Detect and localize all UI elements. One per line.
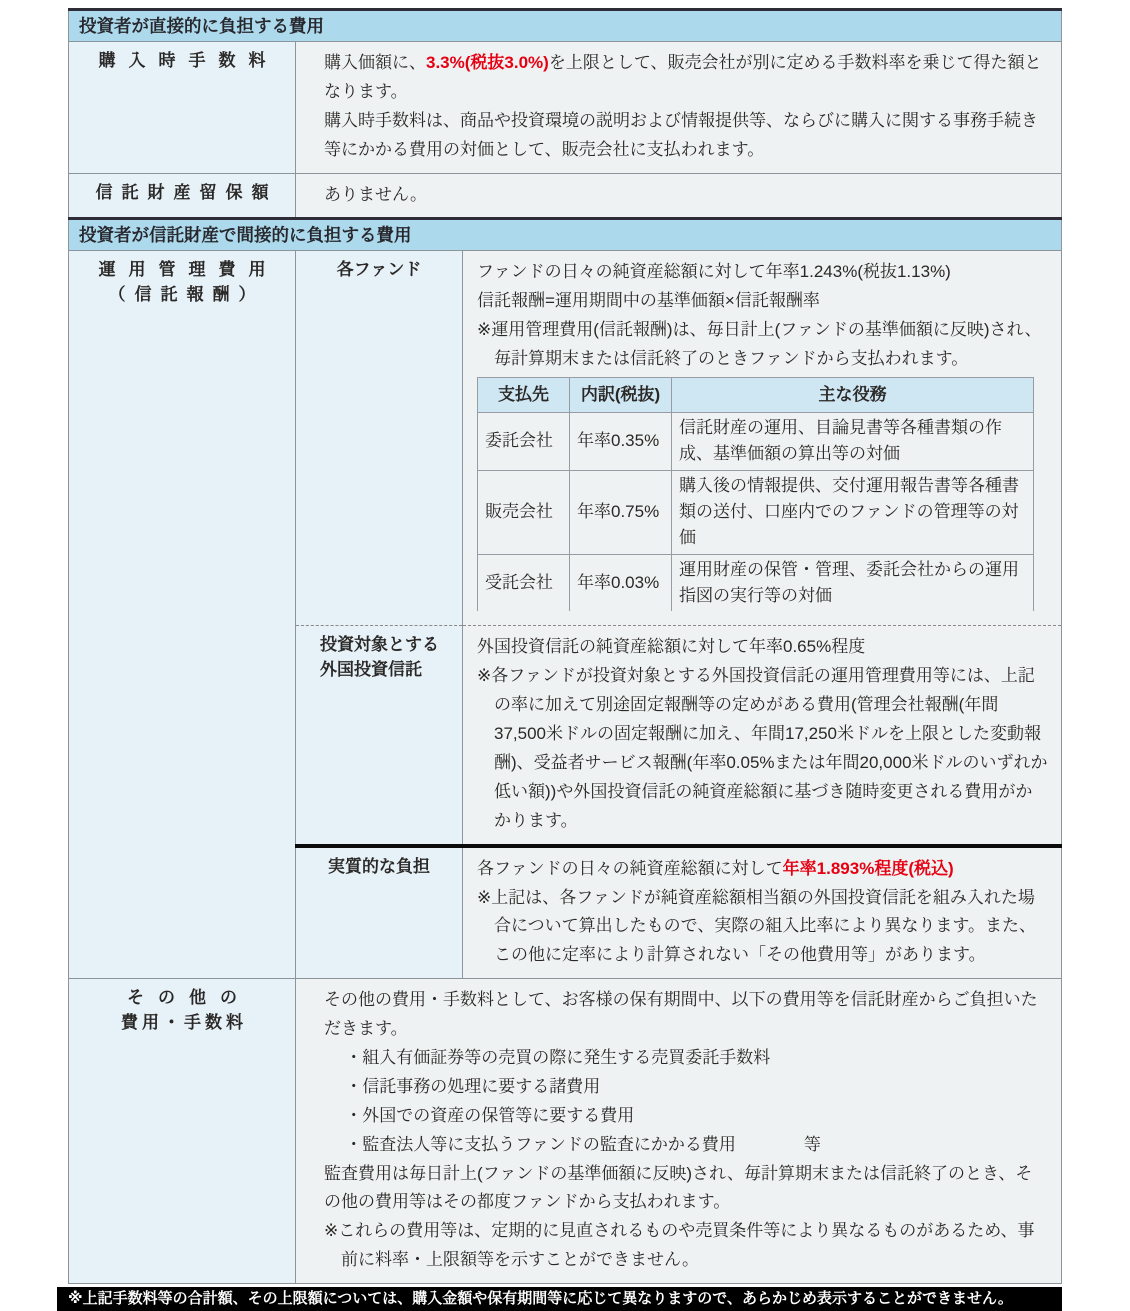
- section-header-direct: 投資者が直接的に負担する費用: [69, 10, 1062, 42]
- table-row-distributor: [478, 470, 1034, 554]
- table-row-other-fees: [69, 979, 1062, 1284]
- trustee-payee: 受託会社: [478, 554, 570, 611]
- foreign-fund-line-1: 外国投資信託の純資産総額に対して年率0.65%程度: [477, 637, 866, 657]
- distributor-rate: 年率0.75%: [570, 470, 672, 554]
- effective-burden-rate-highlight: 年率1.893%程度(税込): [782, 858, 954, 878]
- column-header-services: 主な役務: [672, 378, 1034, 413]
- table-row-retention: [69, 173, 1062, 219]
- effective-burden-content-cell: [463, 846, 1062, 979]
- section-header-indirect: 投資者が信託財産で間接的に負担する費用: [69, 219, 1062, 251]
- footer-note-bar: ※上記手数料等の合計額、その上限額については、購入金額や保有期間等に応じて異なりますので、あらかじめ表示することができません。: [57, 1287, 1062, 1311]
- fee-table-document: [68, 8, 1062, 1311]
- other-fees-bullet-3: ・外国での資産の保管等に要する費用: [345, 1105, 635, 1125]
- trustee-services: 運用財産の保管・管理、委託会社からの運用指図の実行等の対価: [672, 554, 1034, 611]
- section-direct-costs: [69, 10, 1062, 42]
- effective-burden-line-1: [477, 855, 1049, 884]
- retention-label-cell: [69, 173, 296, 219]
- purchase-fee-text-post: を上限として、販売会社が別に定める手数料率を乗じて得た額となります。: [324, 53, 1042, 101]
- retention-value-cell: ありません。: [296, 173, 1062, 219]
- other-fees-note: ※これらの費用等は、定期的に見直されるものや売買条件等により異なるものがあるため、事前に料率・上限額等を示すことができません。: [324, 1221, 1035, 1270]
- section-indirect-costs: [69, 219, 1062, 251]
- purchase-fee-text-pre: 購入価額に、: [324, 53, 426, 72]
- column-header-breakdown: 内訳(税抜): [570, 378, 672, 413]
- purchase-fee-label: 購入時手数料: [98, 51, 279, 70]
- purchase-fee-paragraph-1: [324, 49, 1049, 107]
- other-fees-paragraph-2: 監査費用は毎日計上(ファンドの基準価額に反映)され、毎計算期末または信託終了のとき、その他の費用等はその都度ファンドから支払われます。: [324, 1163, 1033, 1212]
- other-fees-bullet-4: ・監査法人等に支払うファンドの監査にかかる費用 等: [345, 1134, 821, 1154]
- foreign-fund-label-cell: [296, 626, 463, 846]
- fee-table: [68, 8, 1062, 1284]
- fee-breakdown-header-row: [478, 378, 1034, 413]
- foreign-fund-content-cell: [463, 626, 1062, 846]
- foreign-fund-label-line1: 投資対象とする: [320, 635, 439, 655]
- fee-breakdown-table: [477, 377, 1034, 611]
- other-fees-label-cell: [69, 979, 296, 1284]
- management-fee-label-line1: 運用管理費用: [98, 260, 279, 280]
- each-fund-note: ※運用管理費用(信託報酬)は、毎日計上(ファンドの基準価額に反映)され、毎計算期末または信託終了のときファンドから支払われます。: [477, 320, 1042, 369]
- other-fees-paragraph-1: その他の費用・手数料として、お客様の保有期間中、以下の費用等を信託財産からご負担いただきます。: [324, 990, 1038, 1039]
- table-row-each-fund: [69, 251, 1062, 626]
- trustor-rate: 年率0.35%: [570, 413, 672, 471]
- trustor-payee: 委託会社: [478, 413, 570, 471]
- management-fee-label-cell: [69, 251, 296, 979]
- purchase-fee-content-cell: [296, 42, 1062, 174]
- effective-burden-label-cell: 実質的な負担: [296, 846, 463, 979]
- other-fees-label-line2: 費用・手数料: [121, 1013, 247, 1033]
- other-fees-bullet-1: ・組入有価証券等の売買の際に発生する売買委託手数料: [345, 1048, 771, 1067]
- trustor-services: 信託財産の運用、目論見書等各種書類の作成、基準価額の算出等の対価: [672, 413, 1034, 471]
- table-row-trustor: [478, 413, 1034, 471]
- other-fees-bullet-2: ・信託事務の処理に要する諸費用: [345, 1076, 601, 1096]
- distributor-services: 購入後の情報提供、交付運用報告書等各種書類の送付、口座内でのファンドの管理等の対価: [672, 470, 1034, 554]
- management-fee-label-line2: （信託報酬）: [108, 285, 265, 305]
- purchase-fee-label-cell: [69, 42, 296, 174]
- other-fees-label-line1: その他の: [127, 988, 251, 1008]
- each-fund-content-cell: [463, 251, 1062, 626]
- each-fund-line-1: ファンドの日々の純資産総額に対して年率1.243%(税抜1.13%): [477, 262, 951, 282]
- table-row-purchase-fee: [69, 42, 1062, 174]
- effective-burden-note: ※上記は、各ファンドが純資産総額相当額の外国投資信託を組み入れた場合について算出したもので、実際の組入比率により異なります。また、この他に定率により計算されない「その他費用等」があります。: [477, 887, 1036, 965]
- each-fund-line-2: 信託報酬=運用期間中の基準価額×信託報酬率: [477, 291, 820, 311]
- table-row-trustee: [478, 554, 1034, 611]
- trustee-rate: 年率0.03%: [570, 554, 672, 611]
- retention-label: 信託財産留保額: [95, 182, 278, 202]
- column-header-payee: 支払先: [478, 378, 570, 413]
- distributor-payee: 販売会社: [478, 470, 570, 554]
- foreign-fund-label-line2: 外国投資信託: [320, 660, 422, 680]
- effective-burden-text-pre: 各ファンドの日々の純資産総額に対して: [477, 858, 783, 878]
- each-fund-label-cell: 各ファンド: [296, 251, 463, 626]
- purchase-fee-paragraph-2: 購入時手数料は、商品や投資環境の説明および情報提供等、ならびに購入に関する事務手続き等にかかる費用の対価として、販売会社に支払われます。: [324, 110, 1038, 159]
- purchase-fee-rate-highlight: 3.3%(税抜3.0%): [426, 53, 549, 72]
- foreign-fund-note: ※各ファンドが投資対象とする外国投資信託の運用管理費用等には、上記の率に加えて別途固定報酬等の定めがある費用(管理会社報酬(年間37,500米ドルの固定報酬に加え、年間17,250米ドルを上限とした変動報酬)、受益者サービス報酬(年率0.05%または年間20,000米ドルのいずれか低い額))や外国投資信託の純資産総額に基づき随時変更される費用がかかります。: [477, 666, 1048, 830]
- other-fees-content-cell: [296, 979, 1062, 1284]
